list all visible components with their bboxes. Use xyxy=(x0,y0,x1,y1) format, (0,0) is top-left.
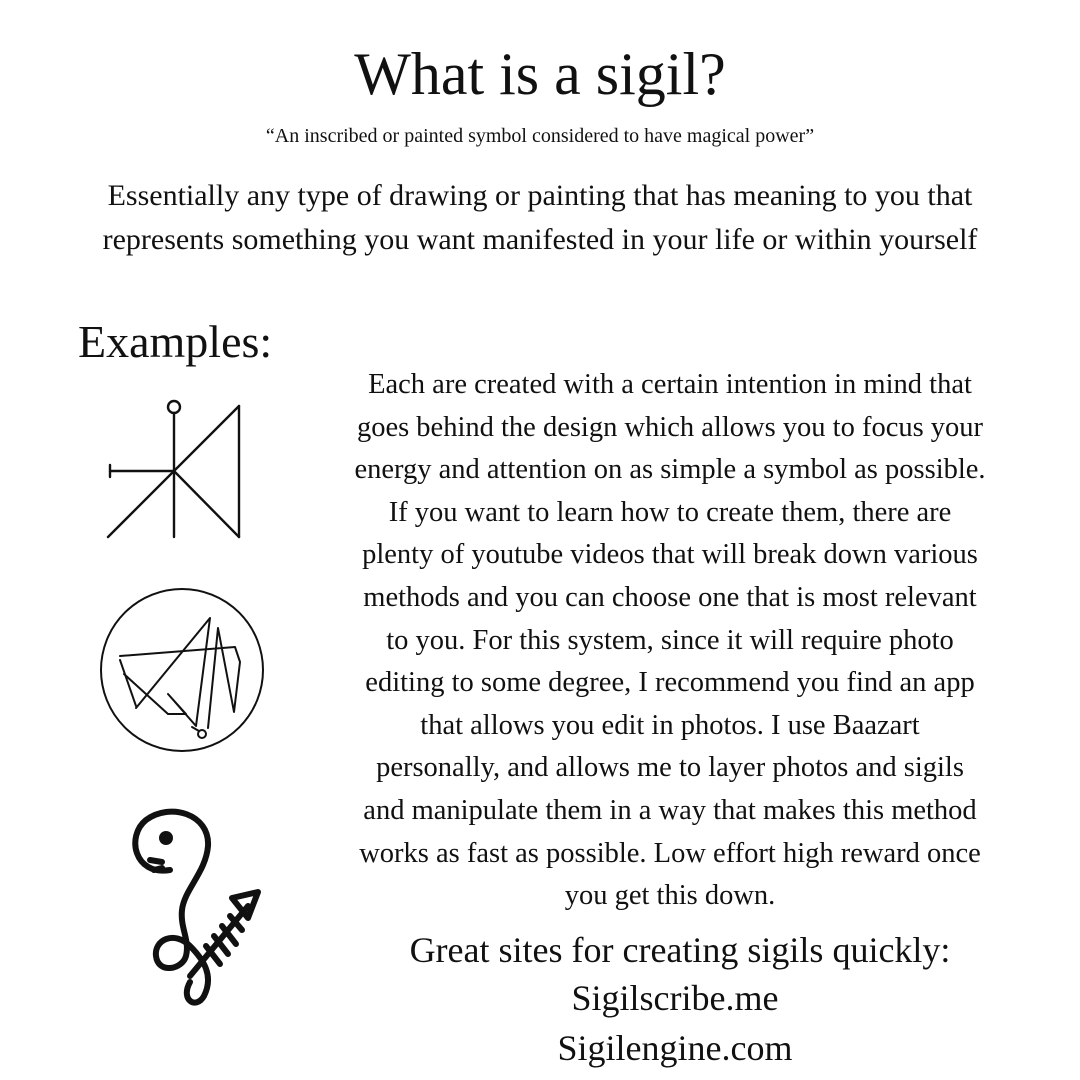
summary-line: represents something you want manifested in your life or within yourself xyxy=(102,223,978,256)
body-line: and manipulate them in a way that makes this method xyxy=(363,794,977,826)
sites-heading: Great sites for creating sigils quickly: xyxy=(409,930,951,970)
body-line: plenty of youtube videos that will break down various xyxy=(362,539,978,571)
body-line: If you want to learn how to create them, there are xyxy=(388,496,952,528)
body-line: you get this down. xyxy=(564,880,776,912)
site-link-sigilengine: Sigilengine.com xyxy=(557,1028,793,1068)
body-line: methods and you can choose one that is most relevant xyxy=(363,581,977,613)
body-line: Each are created with a certain intention in mind that xyxy=(368,369,972,400)
site-link-sigilscribe: Sigilscribe.me xyxy=(571,978,779,1018)
definition-quote: “An inscribed or painted symbol considered to have magical power” xyxy=(265,125,815,147)
summary-line: Essentially any type of drawing or painting that has meaning to you that xyxy=(107,179,973,212)
body-line: that allows you edit in photos. I use Baazart xyxy=(420,709,920,741)
serpent-sigil-icon xyxy=(124,806,274,1016)
circle-sigil-icon xyxy=(98,586,266,754)
body-line: works as fast as possible. Low effort high reward once xyxy=(359,837,981,869)
body-line: personally, and allows me to layer photos and sigils xyxy=(376,752,964,784)
angular-sigil-icon xyxy=(100,396,250,546)
body-paragraph xyxy=(312,364,1028,918)
body-line: to you. For this system, since it will require photo xyxy=(386,624,954,656)
body-line: goes behind the design which allows you to focus your xyxy=(356,411,984,443)
page-title: What is a sigil? xyxy=(354,41,726,107)
summary-paragraph xyxy=(20,174,1060,262)
examples-heading: Examples: xyxy=(78,316,273,367)
body-line: editing to some degree, I recommend you find an app xyxy=(365,667,975,699)
body-line: energy and attention on as simple a symbol as possible. xyxy=(354,454,986,486)
